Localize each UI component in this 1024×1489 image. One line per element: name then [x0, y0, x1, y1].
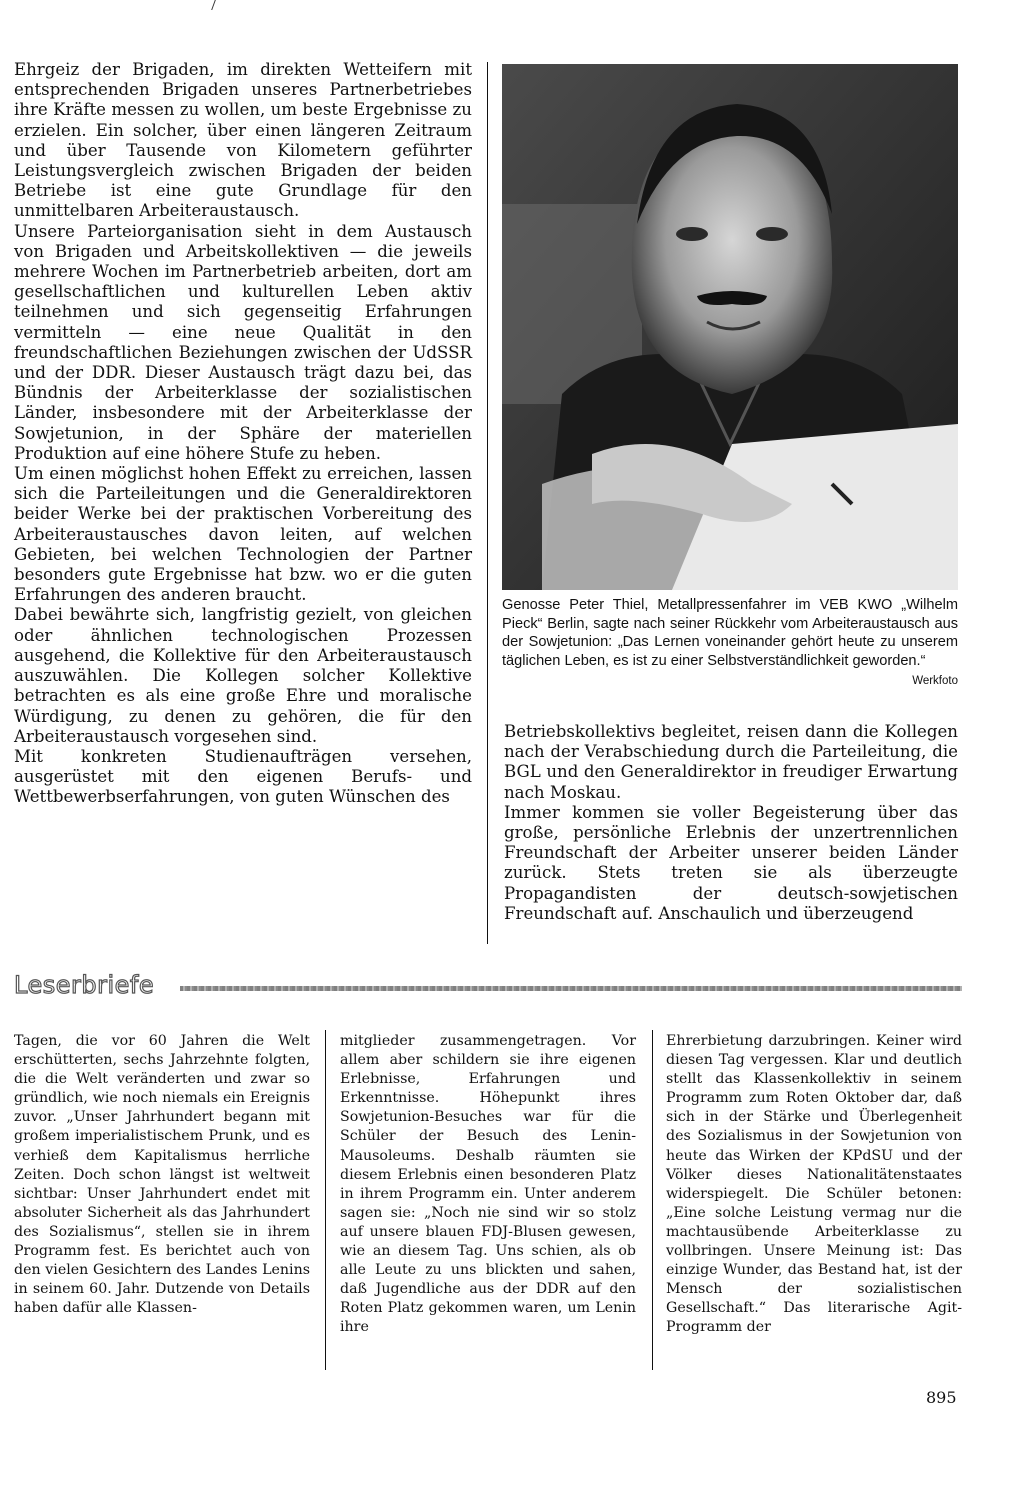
- photo-caption: [502, 596, 958, 691]
- caption-text: Genosse Peter Thiel, Metallpressenfahrer im VEB KWO „Wilhelm Pieck“ Berlin, sagte nach seiner Rückkehr vom Arbeiteraustausch aus der Sowjetunion: „Das Lernen voneinander gehört heute zu unserem täglichen Leben, es ist zu einer Selbstverständlichkeit geworden.“: [502, 597, 958, 669]
- photo-credit: Werkfoto: [912, 675, 958, 688]
- article-paragraph: Unsere Parteiorganisation sieht in dem Austausch von Brigaden und Arbeitskollektiven — die jeweils mehrere Wochen im Partnerbetrieb arbeiten, dort am gesellschaftlichen und kulturellen Leben aktiv teilnehmen und sich gegenseitig Erfahrungen vermitteln — eine neue Qualität in den freundschaftlichen Beziehungen zwischen der UdSSR und der DDR. Dieser Austausch trägt dazu bei, das Bündnis der Arbeiterklasse der sozialistischen Länder, insbesondere mit der Arbeiterklasse der Sowjetunion, in der Sphäre der materiellen Produktion auf eine höhere Stufe zu heben.: [14, 221, 472, 463]
- column-divider: [652, 1030, 653, 1370]
- letters-paragraph: Ehrerbietung darzubringen. Keiner wird diesen Tag vergessen. Klar und deutlich stellt das Klassenkollektiv in seinem Programm zum Roten Oktober dar, daß sich in der Stärke und Überlegenheit des Sozialismus in der Sowjetunion von heute das Wirken der KPdSU und der Völker dieses Nationalitätenstaates widerspiegelt. Die Schüler betonen: „Eine solche Leistung vermag nur die machtausübende Arbeiterklasse zu vollbringen. Unsere Meinung ist: Das einzige Wunder, das Bestand hat, ist der Mensch der sozialistischen Gesellschaft.“ Das literarische Agit-Programm der: [666, 1033, 962, 1336]
- stray-ink-mark: [205, 0, 216, 10]
- article-paragraph: Ehrgeiz der Brigaden, im direkten Wetteifern mit entsprechenden Brigaden unseres Partnerbetriebes ihre Kräfte messen zu wollen, um beste Ergebnisse zu erzielen. Ein solcher, über einen längeren Zeitraum und über Tausende von Kilometern geführter Leistungsvergleich zwischen Brigaden der beiden Betriebe ist eine gute Grundlage für den unmittelbaren Arbeiteraustausch.: [14, 60, 472, 221]
- letters-column-3: [666, 1032, 962, 1338]
- letters-column-1: [14, 1032, 310, 1318]
- section-header: [14, 968, 962, 1006]
- portrait-photo: [502, 64, 958, 590]
- article-left-column: [14, 60, 472, 808]
- page-number: 895: [926, 1388, 957, 1407]
- section-rule: [180, 986, 962, 991]
- article-right-column: [504, 722, 958, 924]
- article-paragraph: Immer kommen sie voller Begeisterung über das große, persönliche Erlebnis der unzertrennlichen Freundschaft der Arbeiter unserer beiden Länder zurück. Stets treten sie als überzeugte Propagandisten der deutsch-sowjetischen Freundschaft auf. Anschaulich und überzeugend: [504, 802, 958, 923]
- column-divider: [487, 62, 488, 944]
- letters-paragraph: Tagen, die vor 60 Jahren die Welt erschütterten, sechs Jahrzehnte folgten, die die Welt veränderten und zwar so gründlich, wie noch niemals ein Ereignis zuvor. „Unser Jahrhundert begann mit großem imperialistischem Prunk, und es verhieß dem Kapitalismus herrliche Zeiten. Doch schon längst ist weltweit sichtbar: Unser Jahrhundert endet mit absoluter Sicherheit als das Jahrhundert des Sozialismus“, stellen sie in ihrem Programm fest. Es berichtet auch von den vielen Gesichtern des Landes Lenins in seinem 60. Jahr. Dutzende von Details haben dafür alle Klassen-: [14, 1033, 310, 1317]
- column-divider: [325, 1030, 326, 1370]
- article-paragraph: Um einen möglichst hohen Effekt zu erreichen, lassen sich die Parteileitungen und die Generaldirektoren beider Werke bei der praktischen Vorbereitung des Arbeiteraustausches davon leiten, auf welchen Gebieten, bei welchen Technologien der Partner besonders gute Ergebnisse hat bzw. wo er die guten Erfahrungen des anderen braucht.: [14, 464, 472, 605]
- letters-paragraph: mitglieder zusammengetragen. Vor allem aber schildern sie ihre eigenen Erlebnisse, Erfahrungen und Erkenntnisse. Höhepunkt ihres Sowjetunion-Besuches war für die Schüler der Besuch des Lenin-Mausoleums. Deshalb räumten sie diesem Erlebnis einen besonderen Platz in ihrem Programm ein. Unter anderem sagen sie: „Noch nie sind wir so stolz auf unsere blauen FDJ-Blusen gewesen, wie an diesem Tag. Uns schien, als ob alle Leute zu uns blickten und sahen, daß Jugendliche aus der DDR auf den Roten Platz gekommen waren, um Lenin ihre: [340, 1033, 636, 1336]
- article-paragraph: Mit konkreten Studienaufträgen versehen, ausgerüstet mit den eigenen Berufs- und Wettbewerbserfahrungen, von guten Wünschen des: [14, 746, 472, 807]
- article-paragraph: Betriebskollektivs begleitet, reisen dann die Kollegen nach der Verabschiedung durch die Parteileitung, die BGL und den Generaldirektor in freudiger Erwartung nach Moskau.: [504, 722, 958, 802]
- article-paragraph: Dabei bewährte sich, langfristig gezielt, von gleichen oder ähnlichen technologischen Prozessen ausgehend, die Kollektive für den Arbeiteraustausch auszuwählen. Die Kollegen solcher Kollektive betrachten es als eine große Ehre und moralische Würdigung, zu denen zu gehören, die für den Arbeiteraustausch vorgesehen sind.: [14, 605, 472, 746]
- letters-column-2: [340, 1032, 636, 1338]
- section-title: Leserbriefe: [14, 971, 155, 999]
